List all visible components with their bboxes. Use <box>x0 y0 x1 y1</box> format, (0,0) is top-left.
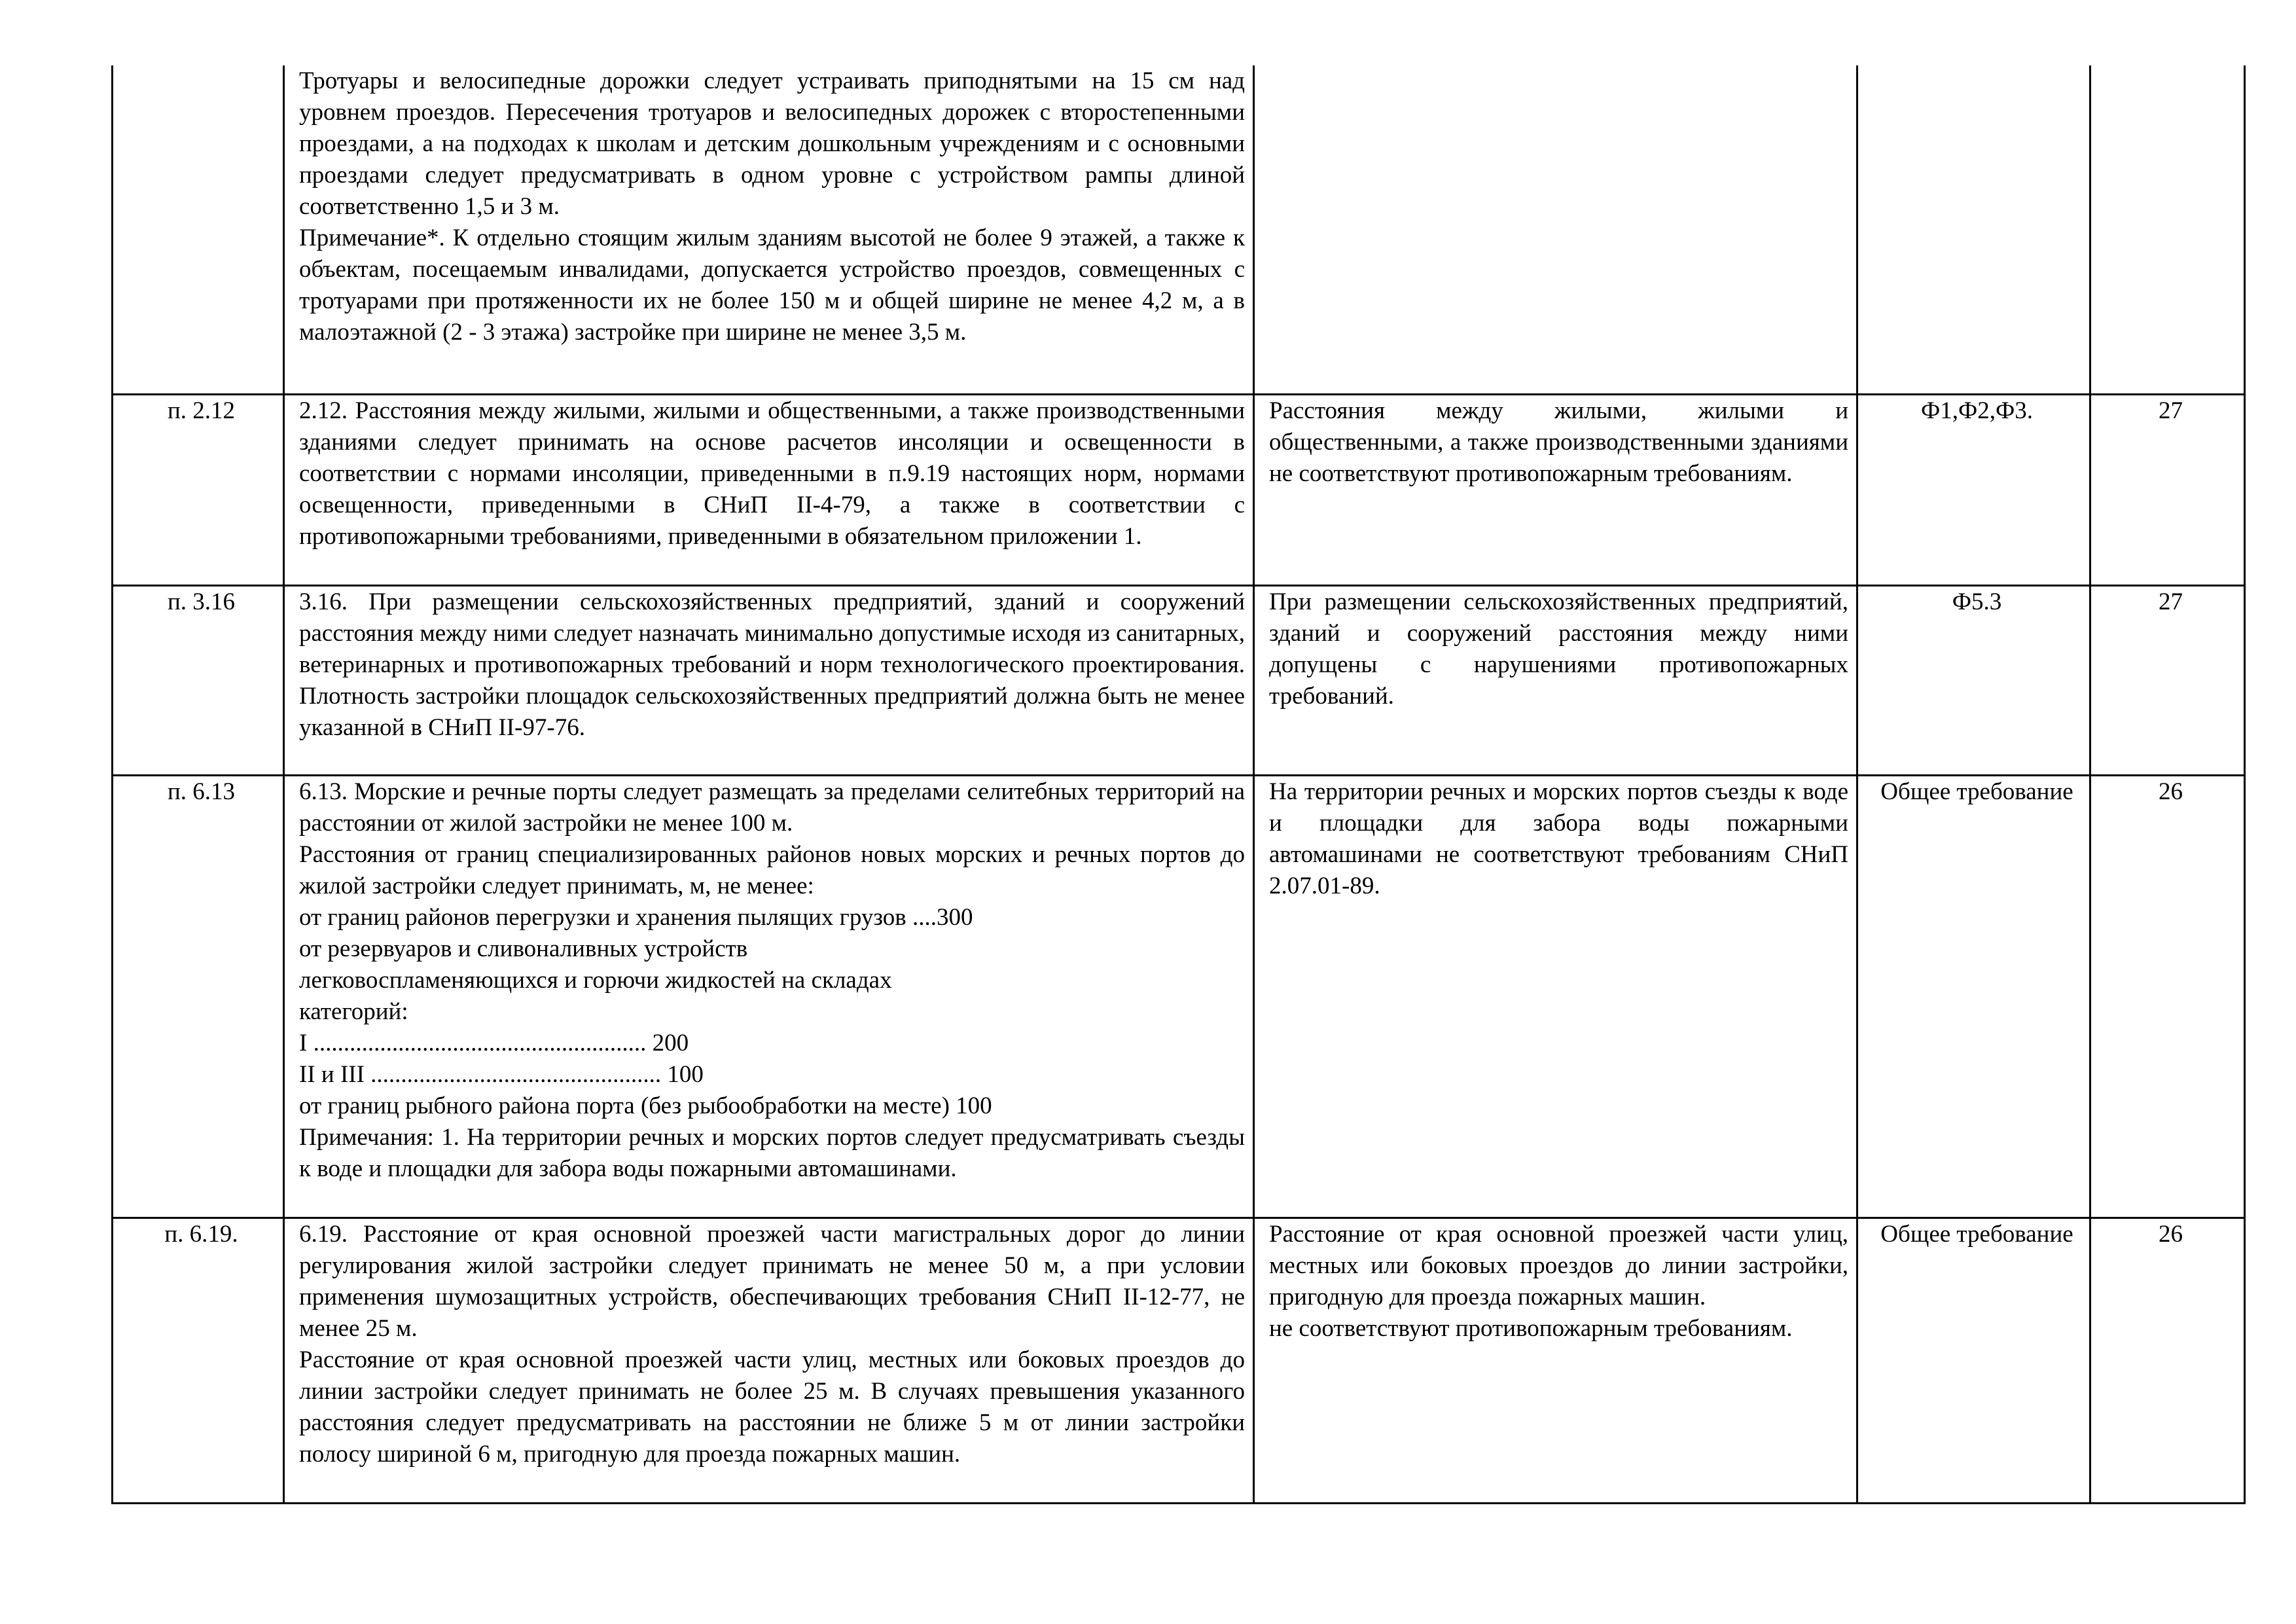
norm-paragraph: легковоспламеняющихся и горючи жидкостей на складах <box>299 966 892 994</box>
table-row <box>113 1218 2245 1503</box>
violation-description <box>1254 775 1857 1218</box>
norm-paragraph: Тротуары и велосипедные дорожки следует устраивать приподнятыми на 15 см над уровнем проездов. Пересечения тротуаров и велосипедных дорожек с второстепенными проездами, а на подходах к школам и детским дошкольным учреждениям и с основными проездами следует предусматривать в одном уровне с устройством рампы длиной соответственно 1,5 и 3 м. <box>299 67 1251 220</box>
clause-reference: п. 2.12 <box>113 394 284 585</box>
norm-paragraph: от границ районов перегрузки и хранения пылящих грузов ....300 <box>299 903 973 931</box>
violation-paragraph: При размещении сельскохозяйственных предприятий, зданий и сооружений расстояния между ними допущены с нарушениями противопожарных требований. <box>1269 588 1855 710</box>
violation-paragraph: Расстояния между жилыми, жилыми и общественными, а также производственными зданиями не соответствуют противопожарным требованиям. <box>1269 397 1855 487</box>
clause-reference <box>113 65 284 394</box>
table-row <box>113 394 2245 585</box>
violation-paragraph: Расстояние от края основной проезжей части улиц, местных или боковых проездов до линии застройки, пригодную для проезда пожарных машин. <box>1269 1220 1855 1310</box>
norm-paragraph: 2.12. Расстояния между жилыми, жилыми и общественными, а также производственными зданиями следует принимать на основе расчетов инсоляции и освещенности в соответствии с нормами инсоляции, приведенными в п.9.19 настоящих норм, нормами освещенности, приведенными в СНиП II-4-79, а также в соответствии с противопожарными требованиями, приведенными в обязательном приложении 1. <box>299 397 1251 550</box>
entry-number: 27 <box>2090 394 2245 585</box>
norm-paragraph: I ....................................................... 200 <box>299 1029 689 1056</box>
norm-text <box>284 775 1254 1218</box>
norm-paragraph: Расстояния от границ специализированных районов новых морских и речных портов до жилой застройки следует принимать, м, не менее: <box>299 840 1251 899</box>
norm-paragraph: Примечания: 1. На территории речных и морских портов следует предусматривать съезды к воде и площадки для забора воды пожарными автомашинами. <box>299 1123 1251 1182</box>
category-code: Общее требование <box>1857 1218 2090 1503</box>
norm-paragraph: Расстояние от края основной проезжей части улиц, местных или боковых проездов до линии застройки следует принимать не более 25 м. В случаях превышения указанного расстояния следует предусматривать на расстоянии не ближе 5 м от линии застройки полосу шириной 6 м, пригодную для проезда пожарных машин. <box>299 1346 1251 1468</box>
violation-description <box>1254 65 1857 394</box>
norm-text <box>284 585 1254 775</box>
clause-reference: п. 6.19. <box>113 1218 284 1503</box>
clause-reference: п. 6.13 <box>113 775 284 1218</box>
norm-text <box>284 394 1254 585</box>
norm-paragraph: 3.16. При размещении сельскохозяйственных предприятий, зданий и сооружений расстояния между ними следует назначать минимально допустимые исходя из санитарных, ветеринарных и противопожарных требований и норм технологического проектирования. Плотность застройки площадок сельскохозяйственных предприятий должна быть не менее указанной в СНиП II-97-76. <box>299 588 1251 741</box>
norm-text <box>284 1218 1254 1503</box>
clause-reference: п. 3.16 <box>113 585 284 775</box>
category-code: Общее требование <box>1857 775 2090 1218</box>
table-row <box>113 585 2245 775</box>
norm-paragraph: от границ рыбного района порта (без рыбообработки на месте) 100 <box>299 1092 992 1119</box>
violation-description <box>1254 394 1857 585</box>
norm-paragraph: 6.13. Морские и речные порты следует размещать за пределами селитебных территорий на расстоянии от жилой застройки не менее 100 м. <box>299 778 1251 837</box>
entry-number: 26 <box>2090 775 2245 1218</box>
violation-paragraph: не соответствуют противопожарным требованиям. <box>1269 1314 1793 1342</box>
norm-paragraph: категорий: <box>299 998 408 1025</box>
category-code: Ф5.3 <box>1857 585 2090 775</box>
violation-description <box>1254 585 1857 775</box>
category-code <box>1857 65 2090 394</box>
entry-number <box>2090 65 2245 394</box>
violation-description <box>1254 1218 1857 1503</box>
entry-number: 26 <box>2090 1218 2245 1503</box>
norms-violations-table <box>111 65 2246 1504</box>
violation-paragraph: На территории речных и морских портов съезды к воде и площадки для забора воды пожарными автомашинами не соответствуют требованиям СНиП 2.07.01-89. <box>1269 778 1855 899</box>
norm-paragraph: от резервуаров и сливоналивных устройств <box>299 935 748 962</box>
norm-text <box>284 65 1254 394</box>
norm-paragraph: II и III ................................................ 100 <box>299 1060 704 1088</box>
table-row <box>113 65 2245 394</box>
table-row <box>113 775 2245 1218</box>
category-code: Ф1,Ф2,Ф3. <box>1857 394 2090 585</box>
norm-paragraph: Примечание*. К отдельно стоящим жилым зданиям высотой не более 9 этажей, а также к объектам, посещаемым инвалидами, допускается устройство проездов, совмещенных с тротуарами при протяженности их не более 150 м и общей ширине не менее 4,2 м, а в малоэтажной (2 - 3 этажа) застройке при ширине не менее 3,5 м. <box>299 225 1251 346</box>
entry-number: 27 <box>2090 585 2245 775</box>
norm-paragraph: 6.19. Расстояние от края основной проезжей части магистральных дорог до линии регулирования жилой застройки следует принимать не менее 50 м, а при условии применения шумозащитных устройств, обеспечивающих требования СНиП II-12-77, не менее 25 м. <box>299 1220 1251 1342</box>
